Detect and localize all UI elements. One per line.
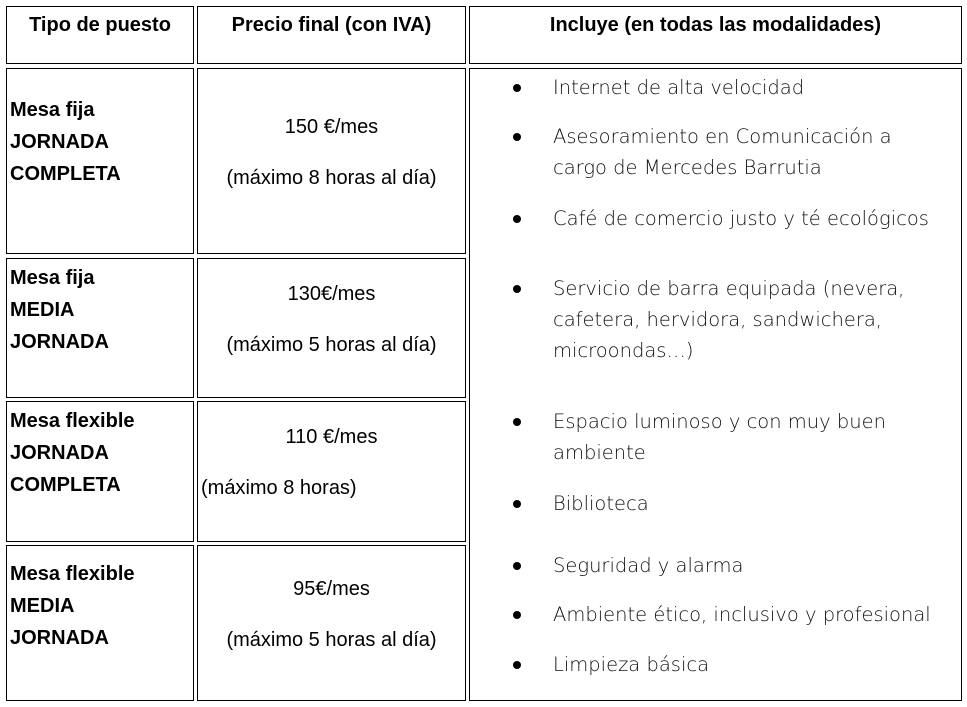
bullet-icon <box>513 418 521 426</box>
tipo-schedule: JORNADA <box>10 331 109 353</box>
includes-item <box>553 488 649 519</box>
includes-item-line: cargo de Mercedes Barrutia <box>553 156 822 179</box>
price-note: (máximo 5 horas al día) <box>226 334 437 356</box>
row-1-tipo <box>6 68 194 254</box>
includes-item <box>553 273 904 366</box>
tipo-name: Mesa flexible <box>10 410 135 432</box>
includes-item <box>553 72 804 103</box>
header-tipo-de-puesto <box>6 6 194 64</box>
bullet-icon <box>513 133 521 141</box>
row-3-precio <box>197 401 466 542</box>
header-label: Precio final (con IVA) <box>231 13 432 36</box>
includes-item <box>553 649 709 680</box>
tipo-schedule: JORNADA <box>10 442 109 464</box>
header-precio-final <box>197 6 466 64</box>
bullet-icon <box>513 562 521 570</box>
includes-item <box>553 550 743 581</box>
includes-item-line: microondas…) <box>553 339 694 362</box>
price-value: 130€/mes <box>287 283 376 305</box>
includes-item <box>553 406 886 468</box>
tipo-name: Mesa flexible <box>10 563 135 585</box>
header-incluye <box>469 6 962 64</box>
row-4-precio <box>197 545 466 701</box>
bullet-icon <box>513 215 521 223</box>
tipo-name: Mesa fija <box>10 267 95 289</box>
tipo-schedule: COMPLETA <box>10 474 121 496</box>
price-note: (máximo 8 horas) <box>201 477 357 499</box>
bullet-icon <box>513 84 521 92</box>
tipo-schedule: JORNADA <box>10 627 109 649</box>
row-2-tipo <box>6 258 194 398</box>
includes-item-line: cafetera, hervidora, sandwichera, <box>553 308 882 331</box>
row-2-precio <box>197 258 466 398</box>
price-value: 150 €/mes <box>284 116 379 138</box>
tipo-schedule: MEDIA <box>10 299 75 321</box>
includes-item <box>553 599 931 630</box>
row-1-precio <box>197 68 466 254</box>
includes-item-line: Asesoramiento en Comunicación a <box>553 125 892 148</box>
includes-item-line: Internet de alta velocidad <box>553 76 805 99</box>
row-4-tipo <box>6 545 194 701</box>
includes-item-line: Seguridad y alarma <box>553 554 744 577</box>
tipo-name: Mesa fija <box>10 99 95 121</box>
includes-item-line: Servicio de barra equipada (nevera, <box>553 277 905 300</box>
includes-item-line: ambiente <box>553 441 646 464</box>
includes-item-line: Limpieza básica <box>553 653 710 676</box>
header-label: Incluye (en todas las modalidades) <box>549 13 882 36</box>
bullet-icon <box>513 285 521 293</box>
includes-item <box>553 203 929 234</box>
tipo-schedule: MEDIA <box>10 595 75 617</box>
tipo-schedule: COMPLETA <box>10 163 121 185</box>
includes-item-line: Biblioteca <box>553 492 649 515</box>
includes-item <box>553 121 892 183</box>
includes-item-line: Café de comercio justo y té ecológicos <box>553 207 929 230</box>
row-3-tipo <box>6 401 194 542</box>
price-value: 110 €/mes <box>285 426 378 448</box>
bullet-icon <box>513 500 521 508</box>
price-value: 95€/mes <box>293 578 370 600</box>
header-label: Tipo de puesto <box>29 13 171 36</box>
tipo-schedule: JORNADA <box>10 131 109 153</box>
price-note: (máximo 8 horas al día) <box>226 167 437 189</box>
bullet-icon <box>513 661 521 669</box>
bullet-icon <box>513 611 521 619</box>
includes-item-line: Ambiente ético, inclusivo y profesional <box>553 603 931 626</box>
includes-item-line: Espacio luminoso y con muy buen <box>553 410 886 433</box>
price-note: (máximo 5 horas al día) <box>226 629 437 651</box>
